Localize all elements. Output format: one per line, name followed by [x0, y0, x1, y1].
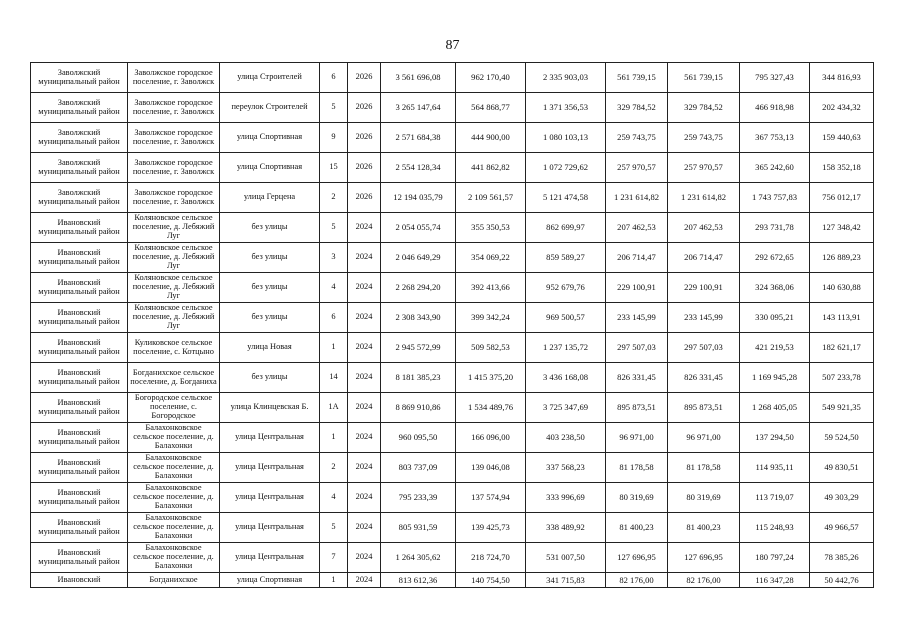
table-row	[31, 93, 874, 123]
value-6-cell: 116 347,28	[740, 573, 810, 588]
value-3-cell: 2 335 903,03	[526, 63, 606, 93]
value-3-cell: 341 715,83	[526, 573, 606, 588]
table-row	[31, 423, 874, 453]
value-4-cell: 81 178,58	[606, 453, 668, 483]
table-row	[31, 153, 874, 183]
house-cell: 7	[320, 543, 348, 573]
value-7-cell: 126 889,23	[810, 243, 874, 273]
value-2-cell: 962 170,40	[456, 63, 526, 93]
value-7-cell: 756 012,17	[810, 183, 874, 213]
district-cell: Ивановский муниципальный район	[31, 273, 128, 303]
value-2-cell: 139 425,73	[456, 513, 526, 543]
value-3-cell: 952 679,76	[526, 273, 606, 303]
district-cell: Ивановский муниципальный район	[31, 393, 128, 423]
house-cell: 1	[320, 573, 348, 588]
value-2-cell: 139 046,08	[456, 453, 526, 483]
street-cell: без улицы	[220, 363, 320, 393]
house-cell: 2	[320, 183, 348, 213]
table-row	[31, 333, 874, 363]
settlement-cell: Балахонковское сельское поселение, д. Балахонки	[128, 483, 220, 513]
table-row	[31, 273, 874, 303]
total-cost-cell: 795 233,39	[381, 483, 456, 513]
district-cell: Заволжский муниципальный район	[31, 63, 128, 93]
value-6-cell: 292 672,65	[740, 243, 810, 273]
value-7-cell: 202 434,32	[810, 93, 874, 123]
district-cell: Ивановский муниципальный район	[31, 483, 128, 513]
street-cell: без улицы	[220, 273, 320, 303]
year-cell: 2026	[348, 63, 381, 93]
value-4-cell: 297 507,03	[606, 333, 668, 363]
settlement-cell: Заволжское городское поселение, г. Заволжск	[128, 123, 220, 153]
street-cell: улица Спортивная	[220, 123, 320, 153]
value-6-cell: 137 294,50	[740, 423, 810, 453]
street-cell: без улицы	[220, 303, 320, 333]
total-cost-cell: 2 054 055,74	[381, 213, 456, 243]
total-cost-cell: 8 181 385,23	[381, 363, 456, 393]
value-5-cell: 96 971,00	[668, 423, 740, 453]
value-3-cell: 1 371 356,53	[526, 93, 606, 123]
settlement-cell: Богородское сельское поселение, с. Богородское	[128, 393, 220, 423]
street-cell: улица Спортивная	[220, 153, 320, 183]
value-5-cell: 259 743,75	[668, 123, 740, 153]
value-6-cell: 795 327,43	[740, 63, 810, 93]
value-5-cell: 80 319,69	[668, 483, 740, 513]
table-row	[31, 63, 874, 93]
table-row	[31, 393, 874, 423]
value-7-cell: 140 630,88	[810, 273, 874, 303]
year-cell: 2024	[348, 453, 381, 483]
value-5-cell: 329 784,52	[668, 93, 740, 123]
house-cell: 14	[320, 363, 348, 393]
house-cell: 6	[320, 303, 348, 333]
value-2-cell: 355 350,53	[456, 213, 526, 243]
value-4-cell: 561 739,15	[606, 63, 668, 93]
value-4-cell: 259 743,75	[606, 123, 668, 153]
value-3-cell: 5 121 474,58	[526, 183, 606, 213]
total-cost-cell: 12 194 035,79	[381, 183, 456, 213]
value-2-cell: 166 096,00	[456, 423, 526, 453]
page-number: 87	[445, 38, 460, 53]
street-cell: улица Центральная	[220, 513, 320, 543]
value-2-cell: 509 582,53	[456, 333, 526, 363]
house-cell: 5	[320, 93, 348, 123]
value-2-cell: 1 534 489,76	[456, 393, 526, 423]
year-cell: 2024	[348, 303, 381, 333]
district-cell: Заволжский муниципальный район	[31, 123, 128, 153]
street-cell: улица Клинцевская Б.	[220, 393, 320, 423]
value-4-cell: 1 231 614,82	[606, 183, 668, 213]
value-2-cell: 140 754,50	[456, 573, 526, 588]
street-cell: улица Новая	[220, 333, 320, 363]
year-cell: 2026	[348, 93, 381, 123]
value-7-cell: 507 233,78	[810, 363, 874, 393]
street-cell: улица Центральная	[220, 483, 320, 513]
value-4-cell: 257 970,57	[606, 153, 668, 183]
value-2-cell: 2 109 561,57	[456, 183, 526, 213]
settlement-cell: Коляновское сельское поселение, д. Лебяжий Луг	[128, 273, 220, 303]
year-cell: 2024	[348, 573, 381, 588]
value-2-cell: 392 413,66	[456, 273, 526, 303]
value-4-cell: 207 462,53	[606, 213, 668, 243]
value-2-cell: 354 069,22	[456, 243, 526, 273]
value-3-cell: 1 080 103,13	[526, 123, 606, 153]
value-7-cell: 344 816,93	[810, 63, 874, 93]
value-7-cell: 78 385,26	[810, 543, 874, 573]
value-3-cell: 969 500,57	[526, 303, 606, 333]
street-cell: улица Герцена	[220, 183, 320, 213]
year-cell: 2024	[348, 363, 381, 393]
table-row	[31, 363, 874, 393]
settlement-cell: Балахонковское сельское поселение, д. Балахонки	[128, 423, 220, 453]
value-4-cell: 895 873,51	[606, 393, 668, 423]
district-cell: Ивановский муниципальный район	[31, 243, 128, 273]
value-7-cell: 50 442,76	[810, 573, 874, 588]
value-3-cell: 3 436 168,08	[526, 363, 606, 393]
value-4-cell: 329 784,52	[606, 93, 668, 123]
value-2-cell: 564 868,77	[456, 93, 526, 123]
house-cell: 2	[320, 453, 348, 483]
table-row	[31, 303, 874, 333]
street-cell: улица Центральная	[220, 423, 320, 453]
value-7-cell: 49 830,51	[810, 453, 874, 483]
value-3-cell: 403 238,50	[526, 423, 606, 453]
total-cost-cell: 8 869 910,86	[381, 393, 456, 423]
street-cell: улица Центральная	[220, 453, 320, 483]
value-5-cell: 81 178,58	[668, 453, 740, 483]
year-cell: 2024	[348, 213, 381, 243]
value-6-cell: 324 368,06	[740, 273, 810, 303]
total-cost-cell: 813 612,36	[381, 573, 456, 588]
street-cell: улица Строителей	[220, 63, 320, 93]
district-cell: Ивановский муниципальный район	[31, 453, 128, 483]
value-2-cell: 444 900,00	[456, 123, 526, 153]
value-3-cell: 3 725 347,69	[526, 393, 606, 423]
year-cell: 2026	[348, 123, 381, 153]
value-6-cell: 1 268 405,05	[740, 393, 810, 423]
district-cell: Ивановский муниципальный район	[31, 543, 128, 573]
value-3-cell: 338 489,92	[526, 513, 606, 543]
settlement-cell: Заволжское городское поселение, г. Заволжск	[128, 153, 220, 183]
value-6-cell: 115 248,93	[740, 513, 810, 543]
year-cell: 2024	[348, 513, 381, 543]
value-2-cell: 1 415 375,20	[456, 363, 526, 393]
value-5-cell: 81 400,23	[668, 513, 740, 543]
value-5-cell: 82 176,00	[668, 573, 740, 588]
value-5-cell: 206 714,47	[668, 243, 740, 273]
table-row	[31, 183, 874, 213]
year-cell: 2024	[348, 393, 381, 423]
street-cell: без улицы	[220, 213, 320, 243]
house-cell: 6	[320, 63, 348, 93]
value-5-cell: 297 507,03	[668, 333, 740, 363]
year-cell: 2024	[348, 273, 381, 303]
district-cell: Заволжский муниципальный район	[31, 93, 128, 123]
settlement-cell: Богданихское	[128, 573, 220, 588]
table-row	[31, 213, 874, 243]
value-6-cell: 114 935,11	[740, 453, 810, 483]
table-body	[31, 63, 874, 588]
total-cost-cell: 2 308 343,90	[381, 303, 456, 333]
value-6-cell: 367 753,13	[740, 123, 810, 153]
house-cell: 1	[320, 423, 348, 453]
table-row	[31, 243, 874, 273]
value-2-cell: 441 862,82	[456, 153, 526, 183]
street-cell: переулок Строителей	[220, 93, 320, 123]
house-cell: 4	[320, 483, 348, 513]
value-6-cell: 365 242,60	[740, 153, 810, 183]
district-cell: Заволжский муниципальный район	[31, 183, 128, 213]
data-table	[30, 62, 874, 588]
value-2-cell: 218 724,70	[456, 543, 526, 573]
table-row	[31, 483, 874, 513]
value-4-cell: 206 714,47	[606, 243, 668, 273]
settlement-cell: Балахонковское сельское поселение, д. Балахонки	[128, 543, 220, 573]
value-7-cell: 143 113,91	[810, 303, 874, 333]
value-7-cell: 158 352,18	[810, 153, 874, 183]
district-cell: Ивановский муниципальный район	[31, 303, 128, 333]
total-cost-cell: 1 264 305,62	[381, 543, 456, 573]
settlement-cell: Куликовское сельское поселение, с. Котцыно	[128, 333, 220, 363]
year-cell: 2026	[348, 183, 381, 213]
year-cell: 2024	[348, 243, 381, 273]
house-cell: 5	[320, 213, 348, 243]
value-4-cell: 826 331,45	[606, 363, 668, 393]
value-3-cell: 333 996,69	[526, 483, 606, 513]
settlement-cell: Балахонковское сельское поселение, д. Балахонки	[128, 453, 220, 483]
total-cost-cell: 805 931,59	[381, 513, 456, 543]
value-3-cell: 1 072 729,62	[526, 153, 606, 183]
year-cell: 2026	[348, 153, 381, 183]
total-cost-cell: 2 945 572,99	[381, 333, 456, 363]
settlement-cell: Заволжское городское поселение, г. Заволжск	[128, 63, 220, 93]
value-7-cell: 549 921,35	[810, 393, 874, 423]
value-2-cell: 399 342,24	[456, 303, 526, 333]
district-cell: Заволжский муниципальный район	[31, 153, 128, 183]
value-3-cell: 859 589,27	[526, 243, 606, 273]
table-row	[31, 573, 874, 588]
value-5-cell: 257 970,57	[668, 153, 740, 183]
district-cell: Ивановский муниципальный район	[31, 213, 128, 243]
year-cell: 2024	[348, 333, 381, 363]
total-cost-cell: 2 046 649,29	[381, 243, 456, 273]
value-7-cell: 182 621,17	[810, 333, 874, 363]
total-cost-cell: 3 561 696,08	[381, 63, 456, 93]
house-cell: 9	[320, 123, 348, 153]
value-6-cell: 421 219,53	[740, 333, 810, 363]
value-3-cell: 337 568,23	[526, 453, 606, 483]
street-cell: улица Спортивная	[220, 573, 320, 588]
settlement-cell: Коляновское сельское поселение, д. Лебяжий Луг	[128, 243, 220, 273]
value-6-cell: 293 731,78	[740, 213, 810, 243]
house-cell: 15	[320, 153, 348, 183]
district-cell: Ивановский муниципальный район	[31, 333, 128, 363]
value-7-cell: 49 966,57	[810, 513, 874, 543]
total-cost-cell: 803 737,09	[381, 453, 456, 483]
district-cell: Ивановский муниципальный район	[31, 513, 128, 543]
value-5-cell: 561 739,15	[668, 63, 740, 93]
value-4-cell: 229 100,91	[606, 273, 668, 303]
value-3-cell: 1 237 135,72	[526, 333, 606, 363]
value-4-cell: 80 319,69	[606, 483, 668, 513]
value-4-cell: 96 971,00	[606, 423, 668, 453]
settlement-cell: Коляновское сельское поселение, д. Лебяжий Луг	[128, 213, 220, 243]
total-cost-cell: 2 571 684,38	[381, 123, 456, 153]
year-cell: 2024	[348, 483, 381, 513]
value-4-cell: 127 696,95	[606, 543, 668, 573]
value-5-cell: 1 231 614,82	[668, 183, 740, 213]
table-row	[31, 513, 874, 543]
value-4-cell: 81 400,23	[606, 513, 668, 543]
house-cell: 3	[320, 243, 348, 273]
district-cell: Ивановский	[31, 573, 128, 588]
value-3-cell: 531 007,50	[526, 543, 606, 573]
value-7-cell: 59 524,50	[810, 423, 874, 453]
value-6-cell: 1 743 757,83	[740, 183, 810, 213]
settlement-cell: Богданихское сельское поселение, д. Богданиха	[128, 363, 220, 393]
value-7-cell: 127 348,42	[810, 213, 874, 243]
settlement-cell: Балахонковское сельское поселение, д. Балахонки	[128, 513, 220, 543]
house-cell: 1	[320, 333, 348, 363]
value-7-cell: 49 303,29	[810, 483, 874, 513]
street-cell: улица Центральная	[220, 543, 320, 573]
district-cell: Ивановский муниципальный район	[31, 423, 128, 453]
value-6-cell: 180 797,24	[740, 543, 810, 573]
table-row	[31, 543, 874, 573]
year-cell: 2024	[348, 543, 381, 573]
value-4-cell: 82 176,00	[606, 573, 668, 588]
total-cost-cell: 960 095,50	[381, 423, 456, 453]
district-cell: Ивановский муниципальный район	[31, 363, 128, 393]
value-3-cell: 862 699,97	[526, 213, 606, 243]
value-6-cell: 466 918,98	[740, 93, 810, 123]
total-cost-cell: 3 265 147,64	[381, 93, 456, 123]
value-2-cell: 137 574,94	[456, 483, 526, 513]
value-5-cell: 826 331,45	[668, 363, 740, 393]
table-row	[31, 453, 874, 483]
value-6-cell: 1 169 945,28	[740, 363, 810, 393]
total-cost-cell: 2 268 294,20	[381, 273, 456, 303]
settlement-cell: Заволжское городское поселение, г. Заволжск	[128, 93, 220, 123]
value-4-cell: 233 145,99	[606, 303, 668, 333]
value-7-cell: 159 440,63	[810, 123, 874, 153]
settlement-cell: Заволжское городское поселение, г. Заволжск	[128, 183, 220, 213]
value-5-cell: 207 462,53	[668, 213, 740, 243]
value-5-cell: 233 145,99	[668, 303, 740, 333]
house-cell: 4	[320, 273, 348, 303]
value-6-cell: 113 719,07	[740, 483, 810, 513]
table-row	[31, 123, 874, 153]
value-6-cell: 330 095,21	[740, 303, 810, 333]
value-5-cell: 895 873,51	[668, 393, 740, 423]
street-cell: без улицы	[220, 243, 320, 273]
value-5-cell: 127 696,95	[668, 543, 740, 573]
house-cell: 1А	[320, 393, 348, 423]
total-cost-cell: 2 554 128,34	[381, 153, 456, 183]
settlement-cell: Коляновское сельское поселение, д. Лебяжий Луг	[128, 303, 220, 333]
house-cell: 5	[320, 513, 348, 543]
year-cell: 2024	[348, 423, 381, 453]
value-5-cell: 229 100,91	[668, 273, 740, 303]
